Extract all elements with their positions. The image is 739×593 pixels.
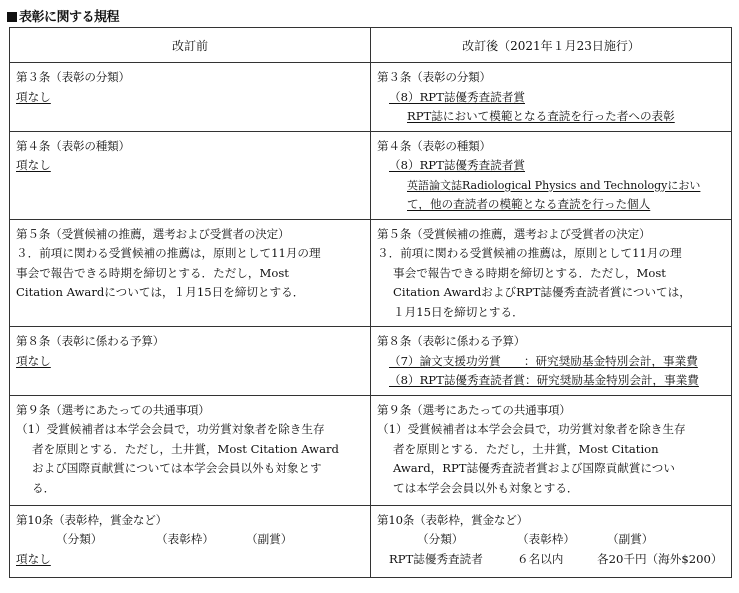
column-label-prize: （副賞） [246,532,293,546]
square-bullet-icon [7,12,17,22]
table-row [10,131,732,219]
header-after: 改訂後（2021年１月23日施行） [371,28,732,63]
item-label: （8）RPT誌優秀査読者賞 [389,158,525,172]
cell-text: ３．前項に関わる受賞候補の推薦は，原則として11月の理 [16,246,321,260]
column-label-prize: （副賞） [607,532,654,546]
column-label-category: （分類） [417,532,464,546]
article-heading: 第10条（表彰枠，賞金など） [16,512,168,527]
cell-text: 項なし [16,551,51,566]
cell-text: RPT誌において模範となる査読を行った者への表彰 [407,109,675,123]
table-row [10,395,732,505]
cell-text: 事会で報告できる時期を締切とする．ただし，Most [393,265,666,280]
cell-text: 項なし [16,89,51,104]
item-label: （8）RPT誌優秀査読者賞 [389,89,525,104]
award-quota: ６名以内 [517,551,564,566]
column-label-category: （分類） [56,532,103,546]
article-heading: 第３条（表彰の分類） [16,70,130,84]
article-heading: 第９条（選考にあたっての共通事項） [16,402,210,417]
article-heading: 第４条（表彰の種類） [16,138,130,153]
cell-text: る． [32,480,56,495]
revision-table [9,27,732,578]
article-heading: 第10条（表彰枠，賞金など） [377,512,529,527]
table-row [10,219,732,327]
award-prize: 各20千円（海外$200） [597,551,723,566]
cell-text: 項なし [16,353,51,368]
article-heading: 第８条（表彰に係わる予算） [377,334,526,348]
column-label-quota: （表彰枠） [517,532,575,546]
award-name: RPT誌優秀査読者 [389,551,483,566]
cell-text: 事会で報告できる時期を締切とする．ただし，Most [16,265,289,280]
article-heading: 第９条（選考にあたっての共通事項） [377,402,571,417]
column-label-quota: （表彰枠） [156,532,214,546]
cell-text: （1）受賞候補者は本学会会員で，功労賞対象者を除き生存 [16,422,325,436]
cell-text: ３．前項に関わる受賞候補の推薦は，原則として11月の理 [377,246,682,260]
cell-text: １月15日を締切とする． [393,304,524,319]
cell-text: 者を原則とする．ただし，土井賞，Most Citation Award [32,441,339,456]
cell-text: て，他の査読者の模範となる査読を行った個人 [407,197,651,211]
cell-text: および国際貢献賞については本学会会員以外も対象とす [32,461,322,475]
cell-text: 英語論文誌Radiological Physics and Technologyにおい [407,178,701,192]
cell-text: 項なし [16,158,51,172]
cell-text: Award，RPT誌優秀査読者賞および国際貢献賞につい [393,461,675,475]
budget-item: （8）RPT誌優秀査読者賞：研究奨励基金特別会計，事業費 [389,373,699,387]
table-row [10,505,732,577]
cell-text: （1）受賞候補者は本学会会員で，功労賞対象者を除き生存 [377,422,686,436]
cell-text: 者を原則とする．ただし，土井賞，Most Citation [393,441,659,456]
article-heading: 第５条（受賞候補の推薦，選考および受賞者の決定） [16,226,290,241]
cell-text: Citation AwardおよびRPT誌優秀査読者賞については， [393,285,691,299]
table-row [10,327,732,396]
article-heading: 第３条（表彰の分類） [377,70,491,84]
page-title: 表彰に関する規程 [7,6,119,25]
article-heading: 第４条（表彰の種類） [377,138,491,153]
cell-text: Citation Awardについては，１月15日を締切とする． [16,285,305,299]
header-before: 改訂前 [10,28,371,63]
cell-text: ては本学会会員以外も対象とする． [393,480,579,495]
table-row [10,63,732,132]
table-header-row [10,28,732,63]
article-heading: 第８条（表彰に係わる予算） [16,334,165,348]
article-heading: 第５条（受賞候補の推薦，選考および受賞者の決定） [377,226,651,241]
budget-item: （7）論文支援功労賞 ：研究奨励基金特別会計，事業費 [389,353,698,368]
